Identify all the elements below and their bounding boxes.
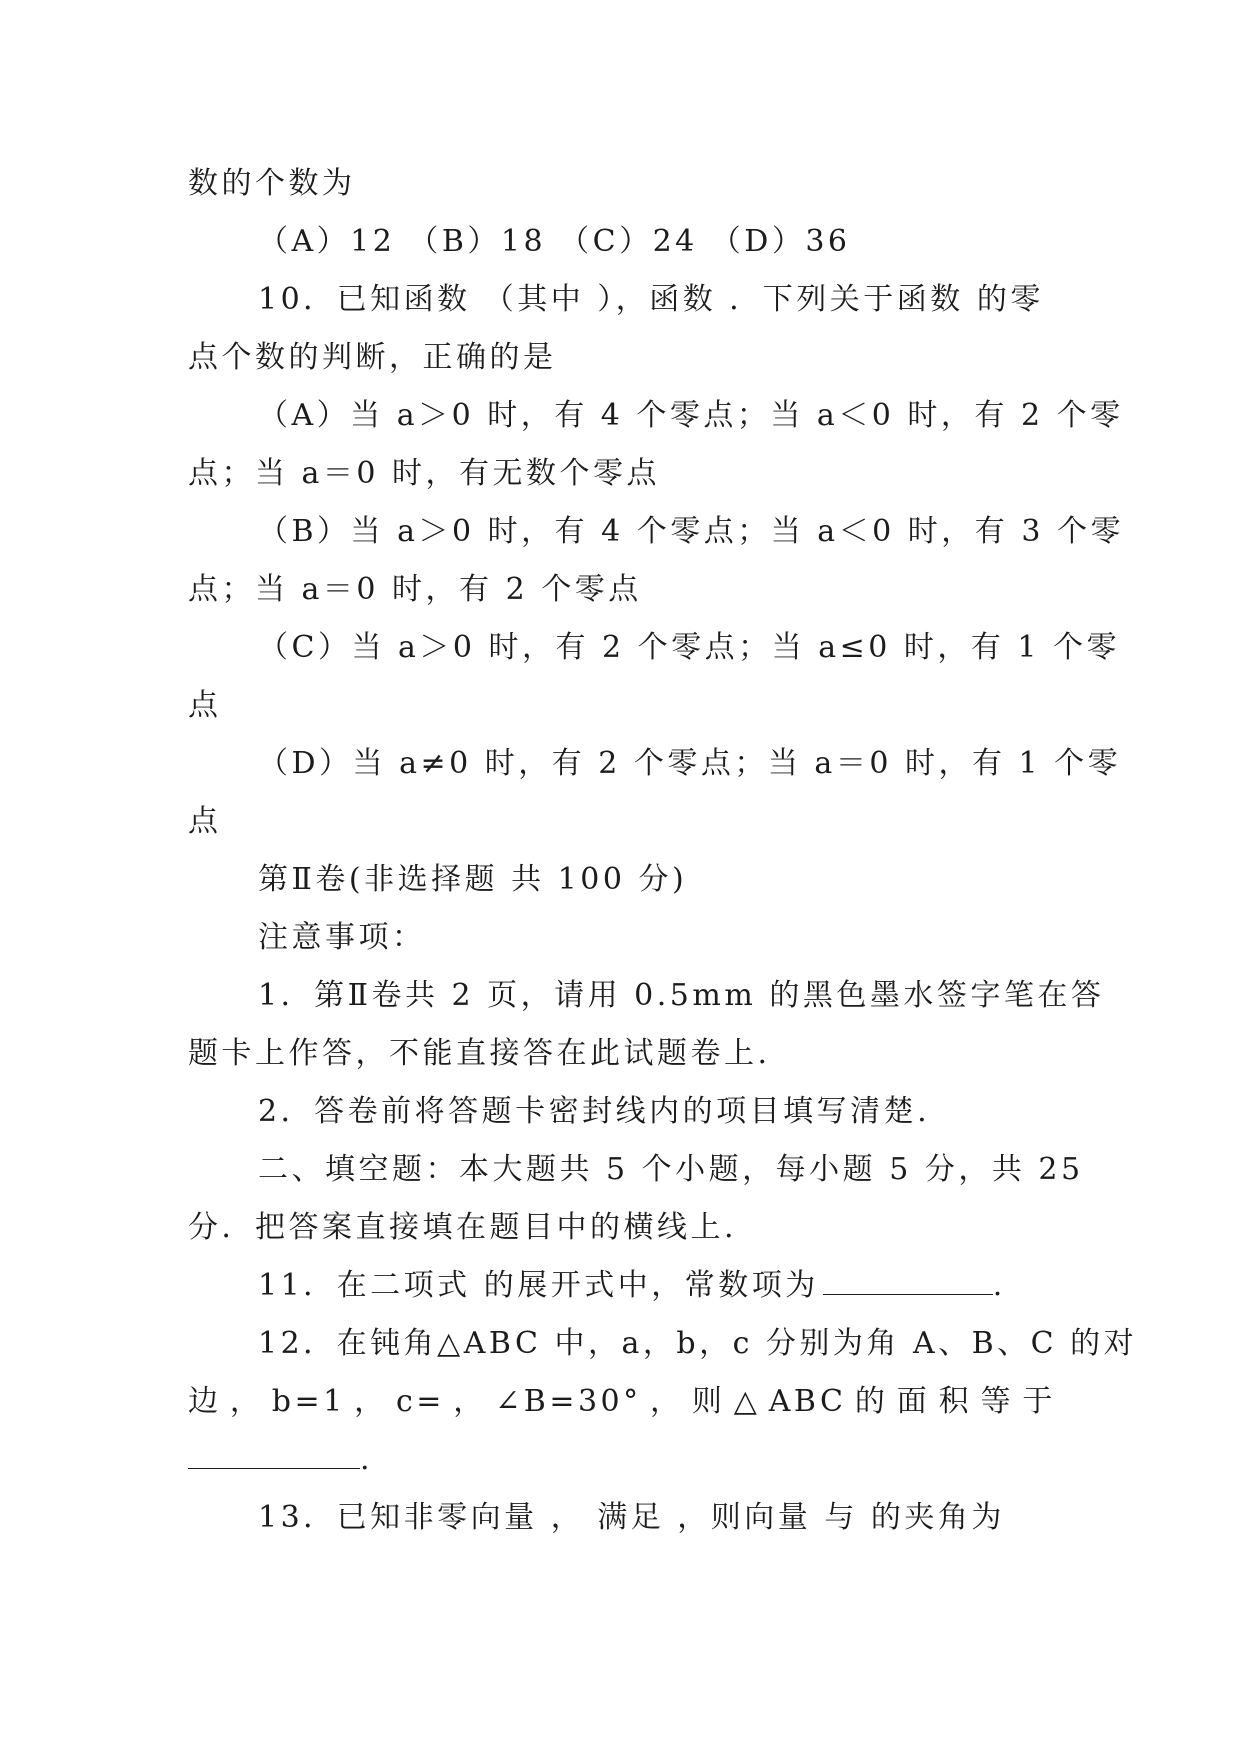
q12-answer-blank	[188, 1438, 360, 1469]
q12-word: ∠B=30°	[495, 1384, 642, 1419]
notice-1-line1: 1．第Ⅱ卷共 2 页，请用 0.5mm 的黑色墨水签字笔在答	[258, 978, 1105, 1013]
q11	[188, 1257, 1056, 1315]
q9-choices: （A）12 （B）18 （C）24 （D）36	[258, 224, 851, 259]
q13-line1: 13．已知非零向量 ， 满足 ，则向量 与 的夹角为	[258, 1500, 1005, 1535]
q10-option-c-line2: 点	[188, 688, 222, 723]
q12-word: 积	[938, 1384, 973, 1419]
q11-end: .	[992, 1268, 1006, 1303]
q10-option-d-line2: 点	[188, 804, 222, 839]
q12-line3	[188, 1431, 1056, 1489]
q12-word: c=	[395, 1384, 445, 1419]
q12-word: 则	[691, 1384, 726, 1419]
q12-word: ，	[354, 1384, 388, 1419]
fill-in-heading-line2: 分．把答案直接填在题目中的横线上.	[188, 1210, 738, 1245]
document-body	[188, 155, 1138, 1547]
q12-word: 面	[896, 1384, 931, 1419]
q12-line2	[188, 1373, 1056, 1431]
q12-word: ，	[453, 1384, 487, 1419]
q12-word: 等	[980, 1384, 1014, 1419]
notice-title: 注意事项：	[258, 920, 426, 955]
q12-word: 的	[854, 1384, 889, 1419]
q11-answer-blank	[823, 1264, 993, 1295]
fill-in-heading-line1: 二、填空题：本大题共 5 个小题，每小题 5 分，共 25	[258, 1152, 1084, 1187]
q12-end: .	[360, 1442, 374, 1477]
q12-word: 于	[1022, 1384, 1056, 1419]
q10-option-a-line2: 点；当 a＝0 时，有无数个零点	[188, 456, 661, 491]
notice-2: 2．答卷前将答题卡密封线内的项目填写清楚.	[258, 1094, 931, 1129]
q12-word: b=1	[271, 1384, 346, 1419]
q11-text: 11．在二项式 的展开式中，常数项为	[258, 1268, 819, 1303]
q12-word: 边	[188, 1384, 222, 1419]
q12-word: ，	[229, 1384, 264, 1419]
q10-stem-line1: 10．已知函数 （其中 ），函数 ．下列关于函数 的零	[258, 282, 1044, 317]
q10-option-a-line1: （A）当 a＞0 时，有 4 个零点；当 a＜0 时，有 2 个零	[258, 398, 1124, 433]
q12-line1: 12．在钝角△ABC 中，a，b，c 分别为角 A、B、C 的对	[258, 1326, 1138, 1361]
q10-option-c-line1: （C）当 a＞0 时，有 2 个零点；当 a≤0 时，有 1 个零	[258, 630, 1120, 665]
q10-option-b-line2: 点；当 a＝0 时，有 2 个零点	[188, 572, 642, 607]
section2-title: 第Ⅱ卷(非选择题 共 100 分)	[258, 862, 688, 897]
q12-word: △	[733, 1384, 761, 1419]
q12-word: ABC	[768, 1384, 847, 1419]
q10-option-d-line1: （D）当 a≠0 时，有 2 个零点；当 a＝0 时，有 1 个零	[258, 746, 1122, 781]
q12-word: ，	[650, 1384, 684, 1419]
q10-option-b-line1: （B）当 a＞0 时，有 4 个零点；当 a＜0 时，有 3 个零	[258, 514, 1124, 549]
q10-stem-line2: 点个数的判断，正确的是	[188, 340, 557, 375]
q9-continuation: 数的个数为	[188, 166, 356, 201]
notice-1-line2: 题卡上作答，不能直接答在此试题卷上.	[188, 1036, 771, 1071]
